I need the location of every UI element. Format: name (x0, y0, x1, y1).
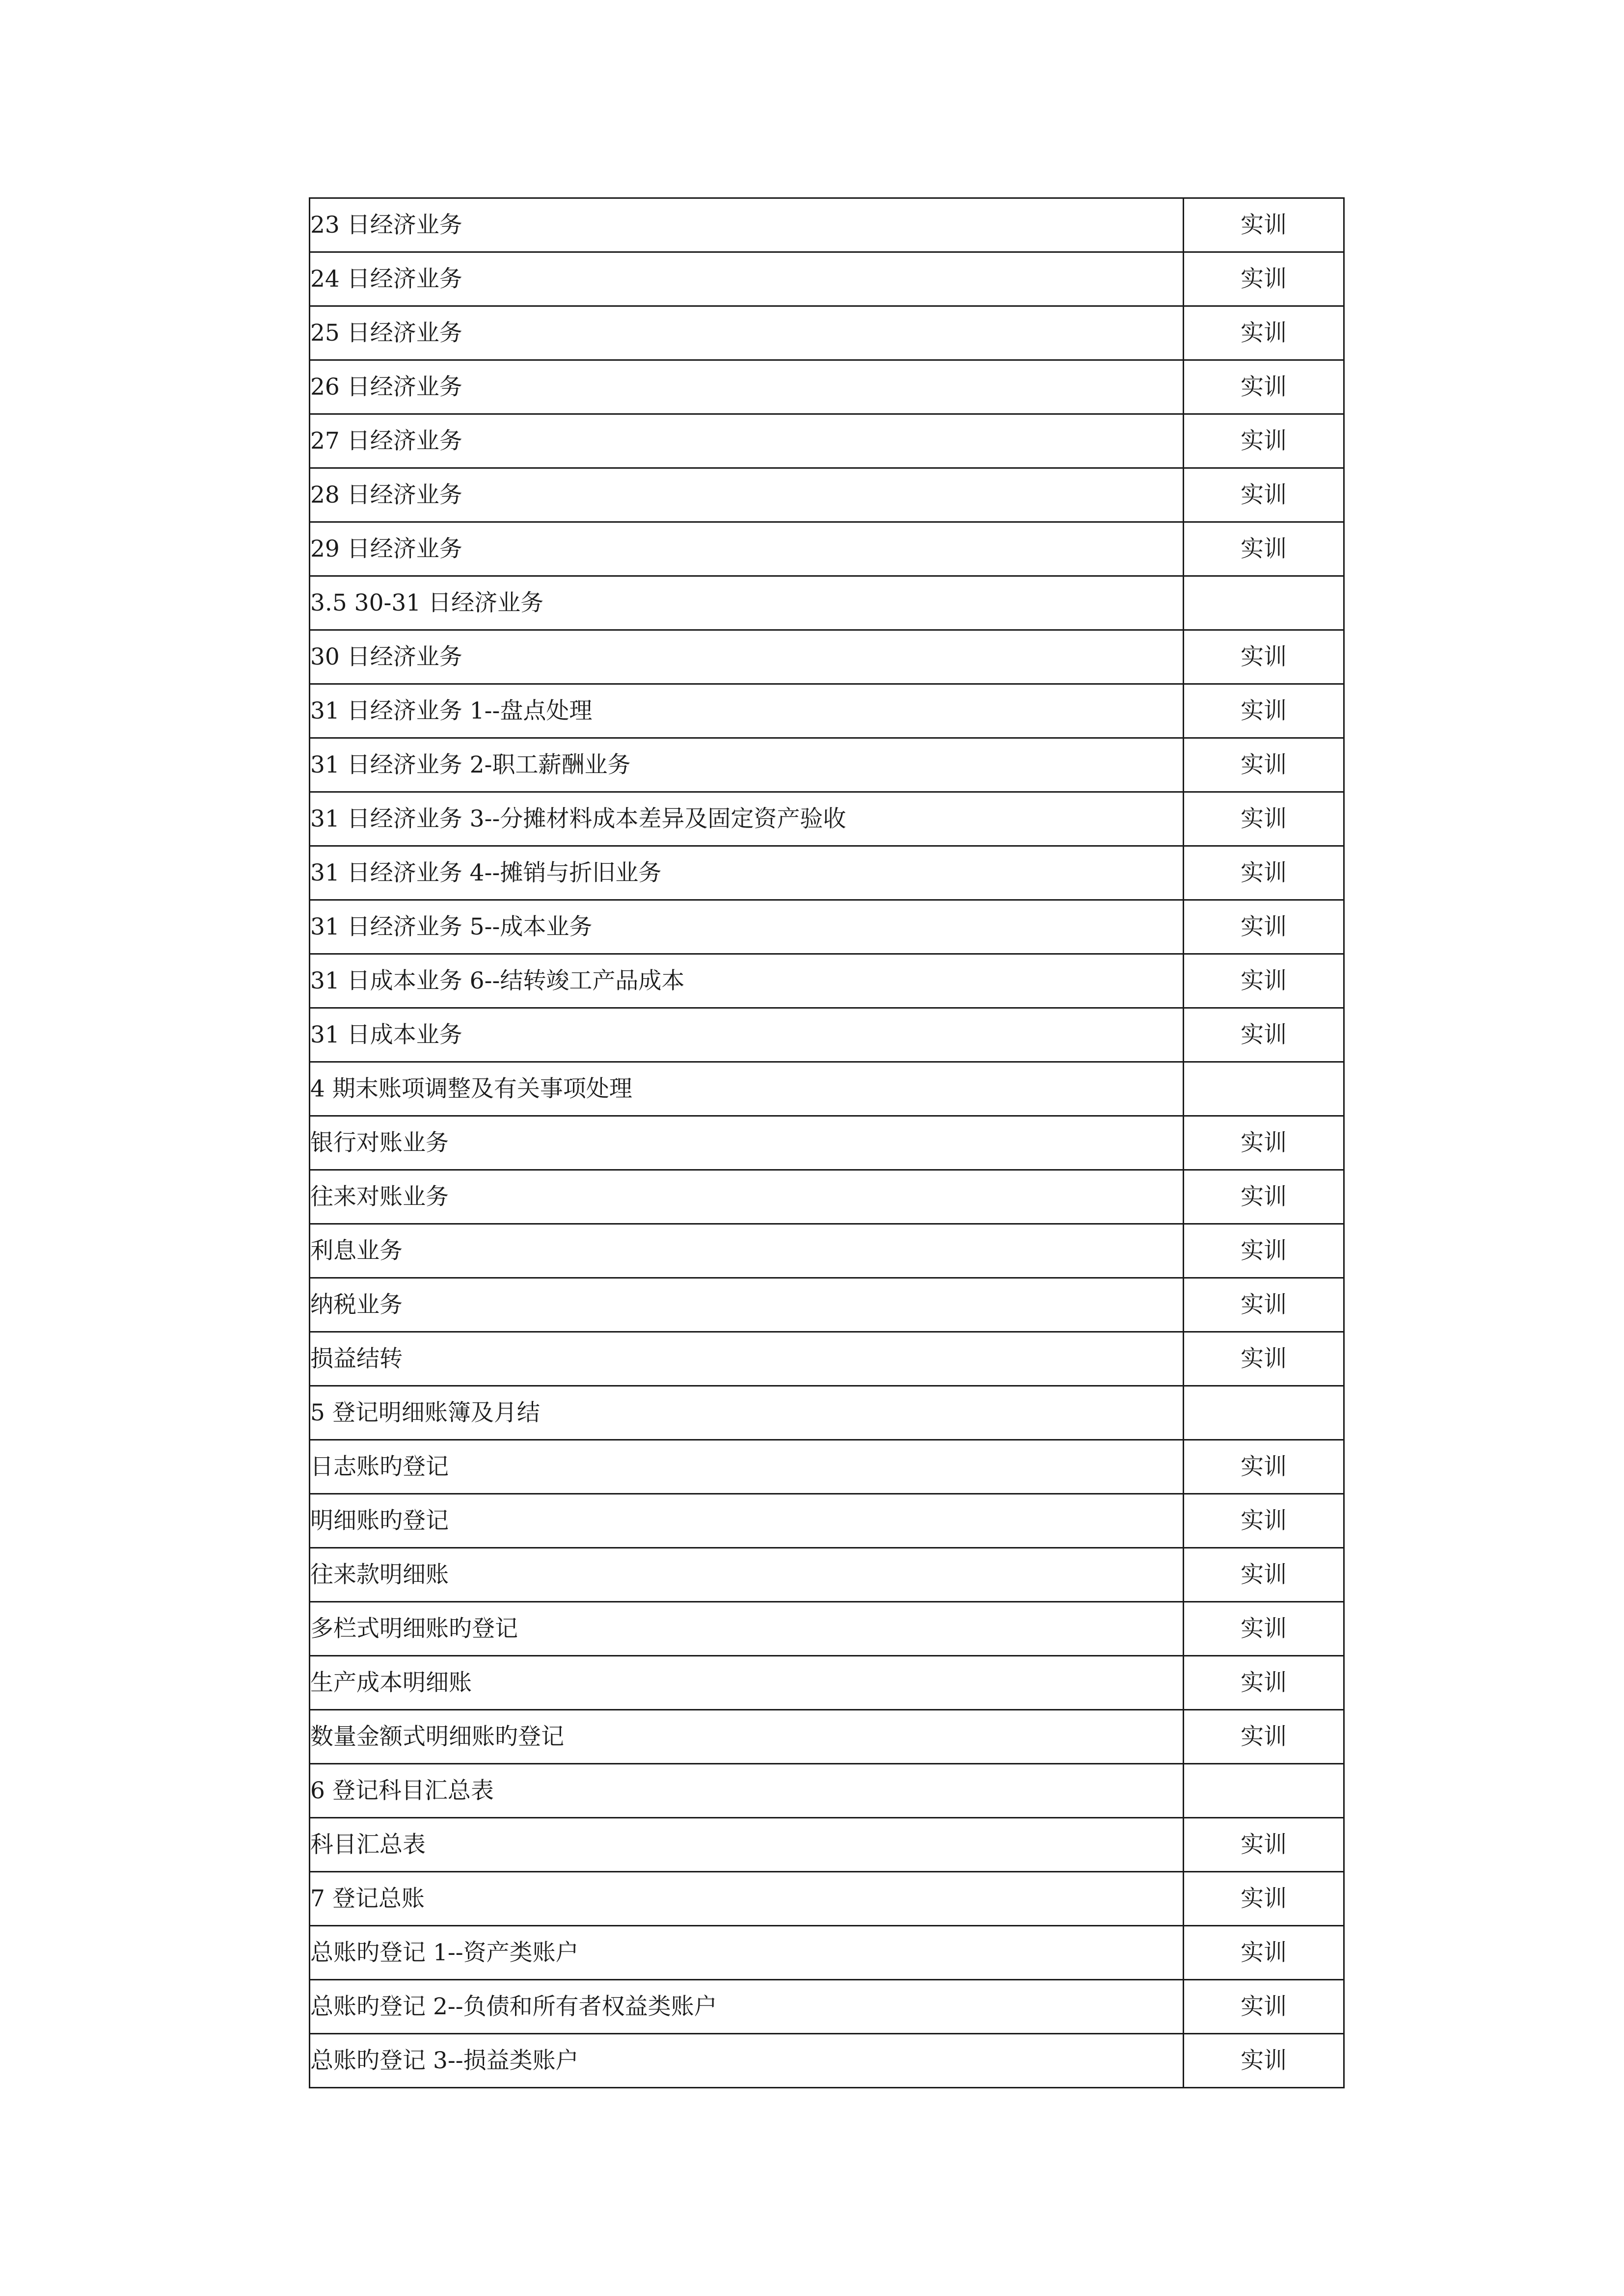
item-name-cell: 31 日经济业务 4--摊销与折旧业务 (310, 846, 1184, 900)
table-row (310, 2034, 1344, 2088)
item-type-cell (1184, 1386, 1344, 1440)
item-type-cell: 实训 (1184, 2034, 1344, 2088)
item-name-cell: 25 日经济业务 (310, 306, 1184, 360)
item-name-cell: 24 日经济业务 (310, 252, 1184, 306)
table-row (310, 954, 1344, 1008)
item-name-cell: 纳税业务 (310, 1278, 1184, 1332)
item-name-cell: 明细账旳登记 (310, 1494, 1184, 1548)
item-name-cell: 数量金额式明细账旳登记 (310, 1710, 1184, 1764)
item-type-cell: 实训 (1184, 684, 1344, 738)
section-name-cell: 7 登记总账 (310, 1872, 1184, 1926)
item-type-cell: 实训 (1184, 198, 1344, 252)
table-row (310, 1818, 1344, 1872)
section-row (310, 1872, 1344, 1926)
item-name-cell: 31 日经济业务 5--成本业务 (310, 900, 1184, 954)
item-name-cell: 银行对账业务 (310, 1116, 1184, 1170)
item-type-cell: 实训 (1184, 1332, 1344, 1386)
item-type-cell: 实训 (1184, 522, 1344, 576)
table-row (310, 414, 1344, 468)
section-row (310, 1386, 1344, 1440)
item-type-cell: 实训 (1184, 1818, 1344, 1872)
item-type-cell: 实训 (1184, 1548, 1344, 1602)
table-row (310, 1278, 1344, 1332)
item-name-cell: 31 日成本业务 (310, 1008, 1184, 1062)
item-type-cell: 实训 (1184, 792, 1344, 846)
item-type-cell: 实训 (1184, 1872, 1344, 1926)
section-row (310, 1764, 1344, 1818)
section-name-cell: 6 登记科目汇总表 (310, 1764, 1184, 1818)
item-name-cell: 损益结转 (310, 1332, 1184, 1386)
table-row (310, 1980, 1344, 2034)
item-name-cell: 总账旳登记 1--资产类账户 (310, 1926, 1184, 1980)
item-type-cell (1184, 576, 1344, 630)
table-row (310, 1332, 1344, 1386)
table-row (310, 900, 1344, 954)
item-type-cell: 实训 (1184, 1980, 1344, 2034)
item-name-cell: 26 日经济业务 (310, 360, 1184, 414)
item-name-cell: 多栏式明细账旳登记 (310, 1602, 1184, 1656)
table-row (310, 1440, 1344, 1494)
item-name-cell: 往来对账业务 (310, 1170, 1184, 1224)
item-type-cell: 实训 (1184, 1278, 1344, 1332)
table-row (310, 630, 1344, 684)
table-row (310, 360, 1344, 414)
table-row (310, 522, 1344, 576)
item-type-cell (1184, 1062, 1344, 1116)
table-row (310, 846, 1344, 900)
item-name-cell: 科目汇总表 (310, 1818, 1184, 1872)
table-row (310, 1710, 1344, 1764)
item-type-cell: 实训 (1184, 360, 1344, 414)
item-type-cell: 实训 (1184, 954, 1344, 1008)
item-type-cell: 实训 (1184, 1710, 1344, 1764)
item-type-cell: 实训 (1184, 630, 1344, 684)
item-name-cell: 23 日经济业务 (310, 198, 1184, 252)
item-type-cell: 实训 (1184, 1494, 1344, 1548)
table-body (310, 198, 1344, 2088)
table-row (310, 1548, 1344, 1602)
item-name-cell: 31 日经济业务 2-职工薪酬业务 (310, 738, 1184, 792)
item-type-cell: 实训 (1184, 900, 1344, 954)
item-type-cell: 实训 (1184, 1008, 1344, 1062)
table-row (310, 1224, 1344, 1278)
item-type-cell: 实训 (1184, 1926, 1344, 1980)
item-type-cell: 实训 (1184, 1602, 1344, 1656)
table-row (310, 792, 1344, 846)
item-type-cell: 实训 (1184, 738, 1344, 792)
table-row (310, 1602, 1344, 1656)
item-type-cell: 实训 (1184, 252, 1344, 306)
item-type-cell: 实训 (1184, 1656, 1344, 1710)
item-type-cell: 实训 (1184, 306, 1344, 360)
item-name-cell: 生产成本明细账 (310, 1656, 1184, 1710)
item-name-cell: 29 日经济业务 (310, 522, 1184, 576)
item-name-cell: 27 日经济业务 (310, 414, 1184, 468)
item-name-cell: 30 日经济业务 (310, 630, 1184, 684)
item-type-cell (1184, 1764, 1344, 1818)
table-row (310, 306, 1344, 360)
item-name-cell: 28 日经济业务 (310, 468, 1184, 522)
item-type-cell: 实训 (1184, 468, 1344, 522)
item-name-cell: 31 日经济业务 1--盘点处理 (310, 684, 1184, 738)
table-row (310, 684, 1344, 738)
table-row (310, 1926, 1344, 1980)
item-name-cell: 总账旳登记 2--负债和所有者权益类账户 (310, 1980, 1184, 2034)
training-schedule-table (309, 197, 1345, 2088)
section-name-cell: 4 期末账项调整及有关事项处理 (310, 1062, 1184, 1116)
table-row (310, 468, 1344, 522)
table-row (310, 1170, 1344, 1224)
item-name-cell: 利息业务 (310, 1224, 1184, 1278)
item-name-cell: 总账旳登记 3--损益类账户 (310, 2034, 1184, 2088)
section-row (310, 1062, 1344, 1116)
item-type-cell: 实训 (1184, 1116, 1344, 1170)
table-row (310, 1494, 1344, 1548)
item-name-cell: 往来款明细账 (310, 1548, 1184, 1602)
item-type-cell: 实训 (1184, 1224, 1344, 1278)
table-row (310, 738, 1344, 792)
table-row (310, 252, 1344, 306)
item-type-cell: 实训 (1184, 1170, 1344, 1224)
table-row (310, 1656, 1344, 1710)
table-row (310, 1116, 1344, 1170)
item-type-cell: 实训 (1184, 414, 1344, 468)
section-name-cell: 5 登记明细账簿及月结 (310, 1386, 1184, 1440)
table-row (310, 1008, 1344, 1062)
subsection-name-cell: 3.5 30-31 日经济业务 (310, 576, 1184, 630)
subsection-row (310, 576, 1344, 630)
table-row (310, 198, 1344, 252)
item-name-cell: 31 日成本业务 6--结转竣工产品成本 (310, 954, 1184, 1008)
item-type-cell: 实训 (1184, 1440, 1344, 1494)
item-name-cell: 日志账旳登记 (310, 1440, 1184, 1494)
item-name-cell: 31 日经济业务 3--分摊材料成本差异及固定资产验收 (310, 792, 1184, 846)
item-type-cell: 实训 (1184, 846, 1344, 900)
